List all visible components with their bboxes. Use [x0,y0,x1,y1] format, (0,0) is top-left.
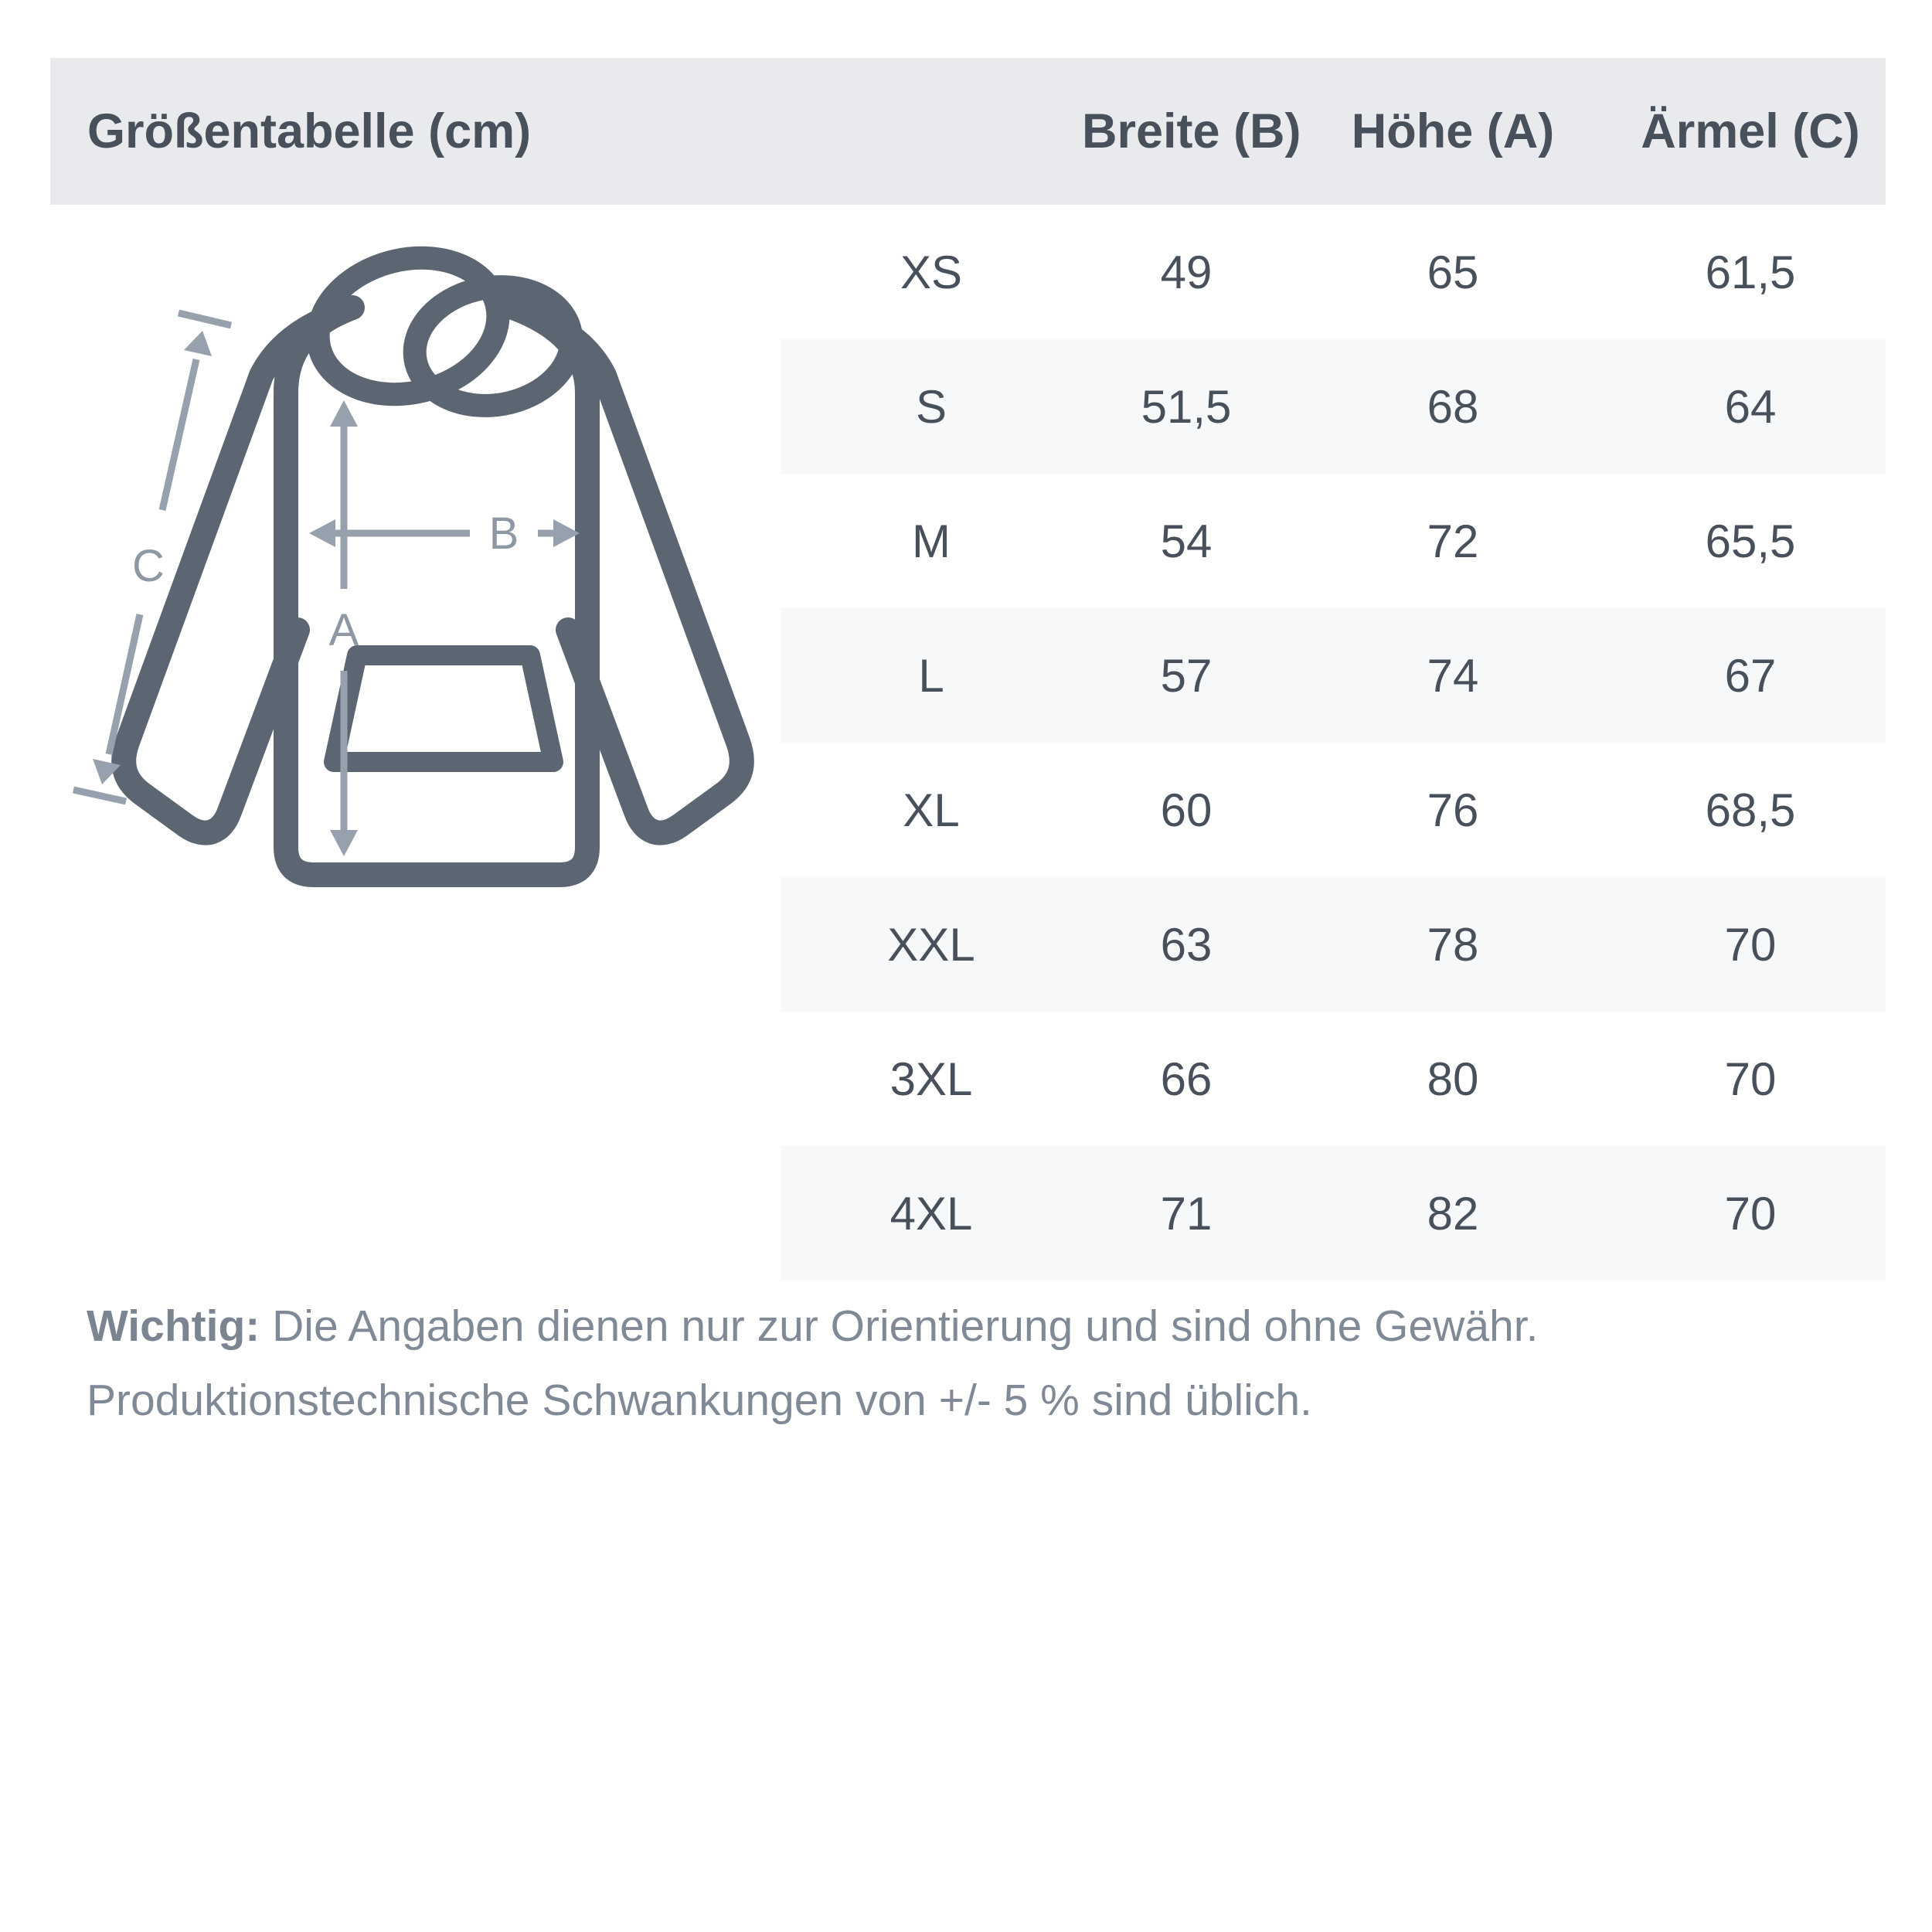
label-b: B [488,509,519,559]
hoodie-diagram-svg [46,209,781,1105]
hoehe-cell: 78 [1427,918,1479,971]
breite-cell: 51,5 [1141,380,1232,433]
aermel-cell: 70 [1724,1187,1777,1240]
hoodie-measurement-diagram [46,209,781,1105]
table-row-3xl [781,1012,1886,1146]
breite-cell: 66 [1160,1053,1213,1105]
hoehe-cell: 76 [1427,784,1479,836]
disclaimer-text-1: Die Angaben dienen nur zur Orientierung und sind ohne Gewähr. [272,1301,1539,1351]
column-header-aermel: Ärmel (C) [1641,104,1860,158]
label-a: A [328,605,359,655]
disclaimer-line-1 [87,1289,1887,1363]
size-cell: S [915,380,947,433]
aermel-cell: 68,5 [1705,784,1796,836]
disclaimer-note [87,1289,1887,1437]
size-cell: M [912,515,951,567]
size-table [781,205,1886,1281]
aermel-cell: 64 [1724,380,1777,433]
hoehe-cell: 80 [1427,1053,1479,1105]
aermel-cell: 67 [1724,649,1777,702]
aermel-cell: 65,5 [1705,515,1796,567]
table-row-4xl [781,1146,1886,1281]
table-row-m [781,474,1886,608]
table-row-xs [781,205,1886,339]
breite-cell: 49 [1160,246,1213,298]
hoehe-cell: 74 [1427,649,1479,702]
size-cell: XL [903,784,960,836]
table-row-xl [781,743,1886,877]
column-header-breite: Breite (B) [1082,104,1301,158]
breite-cell: 57 [1160,649,1213,702]
header-band [50,58,1886,205]
breite-cell: 63 [1160,918,1213,971]
column-header-hoehe: Höhe (A) [1351,104,1555,158]
breite-cell: 54 [1160,515,1213,567]
hoehe-cell: 82 [1427,1187,1479,1240]
disclaimer-text-2: Produktionstechnische Schwankungen von +/- 5 % sind üblich. [87,1376,1312,1425]
dimension-arrow-b [309,519,580,547]
breite-cell: 71 [1160,1187,1213,1240]
size-cell: XXL [887,918,975,971]
disclaimer-line-2 [87,1363,1887,1437]
aermel-cell: 61,5 [1705,246,1796,298]
size-cell: XS [900,246,963,298]
pocket-outline-icon [334,655,553,762]
hoehe-cell: 68 [1427,380,1479,433]
hoehe-cell: 72 [1427,515,1479,567]
hoehe-cell: 65 [1427,246,1479,298]
page-title: Größentabelle (cm) [87,104,532,158]
size-cell: L [918,649,944,702]
size-cell: 4XL [889,1187,973,1240]
table-row-s [781,339,1886,474]
aermel-cell: 70 [1724,918,1777,971]
breite-cell: 60 [1160,784,1213,836]
aermel-cell: 70 [1724,1053,1777,1105]
label-c: C [132,541,165,591]
size-cell: 3XL [889,1053,973,1105]
table-row-xxl [781,877,1886,1012]
table-row-l [781,608,1886,743]
disclaimer-important-label: Wichtig: [87,1301,260,1351]
